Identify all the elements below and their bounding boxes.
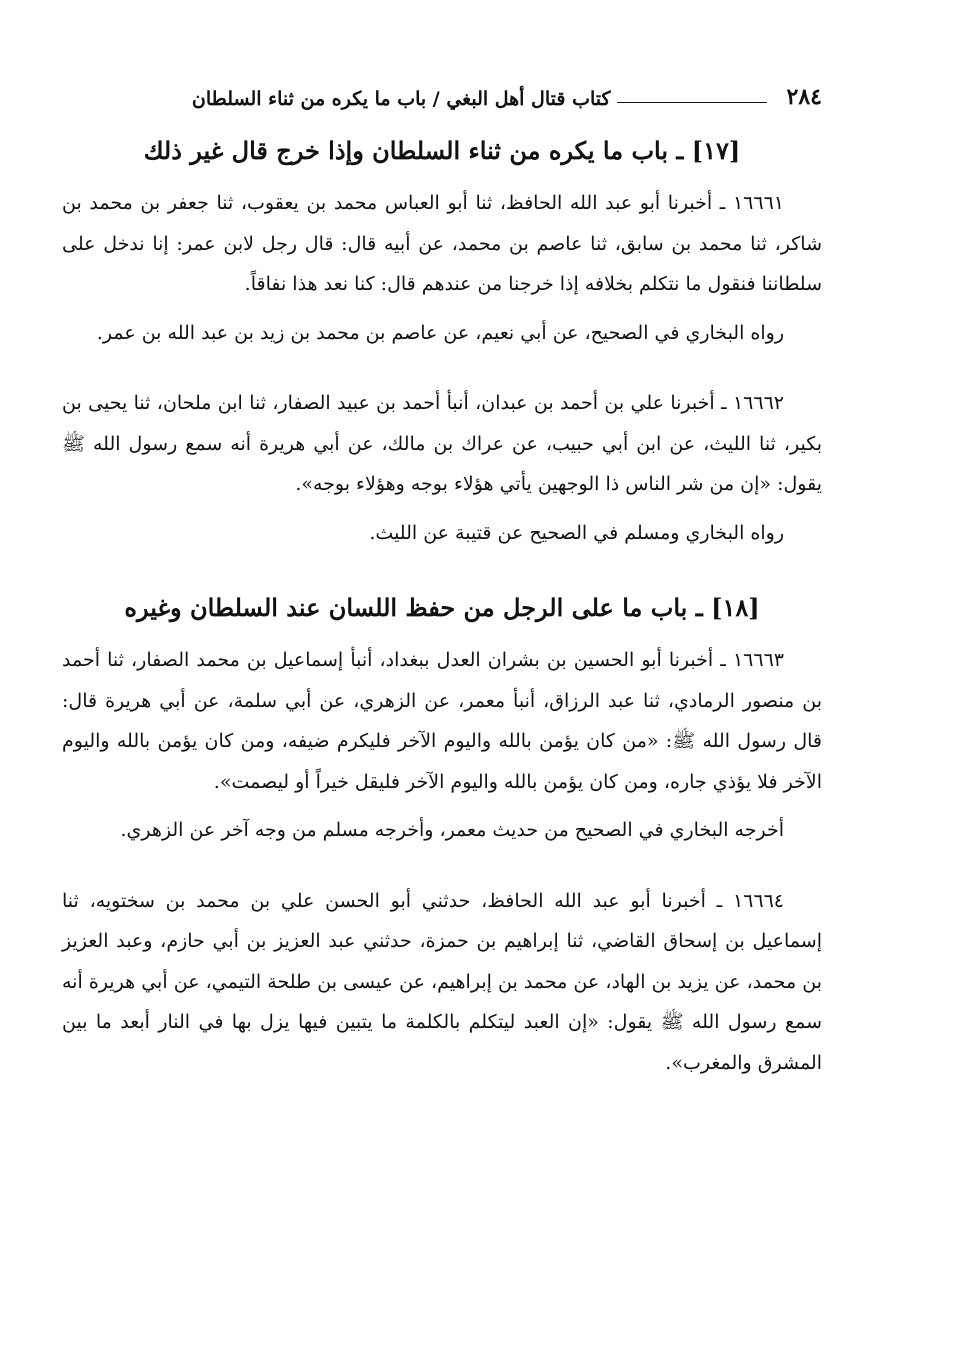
hadith-16663-note: أخرجه البخاري في الصحيح من حديث معمر، وأخرجه مسلم من وجه آخر عن الزهري. [120,819,784,841]
hadith-16664: ١٦٦٦٤ ـ أخبرنا أبو عبد الله الحافظ، حدثني أبو الحسن علي بن محمد بن سختويه، ثنا إسماعيل بن إسحاق القاضي، ثنا إبراهيم بن حمزة، حدثني عبد العزيز بن أبي حازم، وعبد العزيز بن محمد، عن يزيد بن الهاد، عن محمد بن إبراهيم، عن عيسى بن طلحة التيمي، عن أبي هريرة أنه سمع رسول الله ﷺ يقول: «إن العبد ليتكلم بالكلمة ما يتبين فيها يزل بها في النار أبعد ما بين المشرق والمغرب». [62,889,822,1074]
hadith-16661: ١٦٦٦١ ـ أخبرنا أبو عبد الله الحافظ، ثنا أبو العباس محمد بن يعقوب، ثنا جعفر بن محمد بن شاكر، ثنا محمد بن سابق، ثنا عاصم بن محمد، عن أبيه قال: قال رجل لابن عمر: إنا ندخل على سلطاننا فنقول ما نتكلم بخلافه إذا خرجنا من عندهم قال: كنا نعد هذا نفاقاً. [62,192,822,295]
hadith-16661-note: رواه البخاري في الصحيح، عن أبي نعيم، عن عاصم بن محمد بن زيد بن عبد الله بن عمر. [96,321,784,344]
chapter-heading-17: [١٧] ـ باب ما يكره من ثناء السلطان وإذا خرج قال غير ذلك [143,136,741,165]
page-number: ٢٨٤ [786,84,822,110]
running-header [62,70,822,110]
document-page [62,70,822,1091]
chapter-heading-18: [١٨] ـ باب ما على الرجل من حفظ اللسان عند السلطان وغيره [124,593,760,622]
hadith-16662: ١٦٦٦٢ ـ أخبرنا علي بن أحمد بن عبدان، أنبأ أحمد بن عبيد الصفار، ثنا ابن ملحان، ثنا يحيى بن بكير، ثنا الليث، عن ابن أبي حبيب، عن عراك بن مالك، عن أبي هريرة أنه سمع رسول الله ﷺ يقول: «إن من شر الناس ذا الوجهين يأتي هؤلاء بوجه وهؤلاء بوجه». [62,392,822,495]
header-rule [617,102,767,103]
hadith-16663: ١٦٦٦٣ ـ أخبرنا أبو الحسين بن بشران العدل ببغداد، أنبأ إسماعيل بن محمد الصفار، ثنا أحمد بن منصور الرمادي، ثنا عبد الرزاق، أنبأ معمر، عن الزهري، عن أبي سلمة، عن أبي هريرة قال: قال رسول الله ﷺ: «من كان يؤمن بالله واليوم الآخر فليكرم ضيفه، ومن كان يؤمن بالله واليوم الآخر فلا يؤذي جاره، ومن كان يؤمن بالله واليوم الآخر فليقل خيراً أو ليصمت». [62,649,822,793]
running-title: كتاب قتال أهل البغي / باب ما يكره من ثناء السلطان [191,88,611,110]
hadith-16662-note: رواه البخاري ومسلم في الصحيح عن قتيبة عن الليث. [369,521,784,544]
